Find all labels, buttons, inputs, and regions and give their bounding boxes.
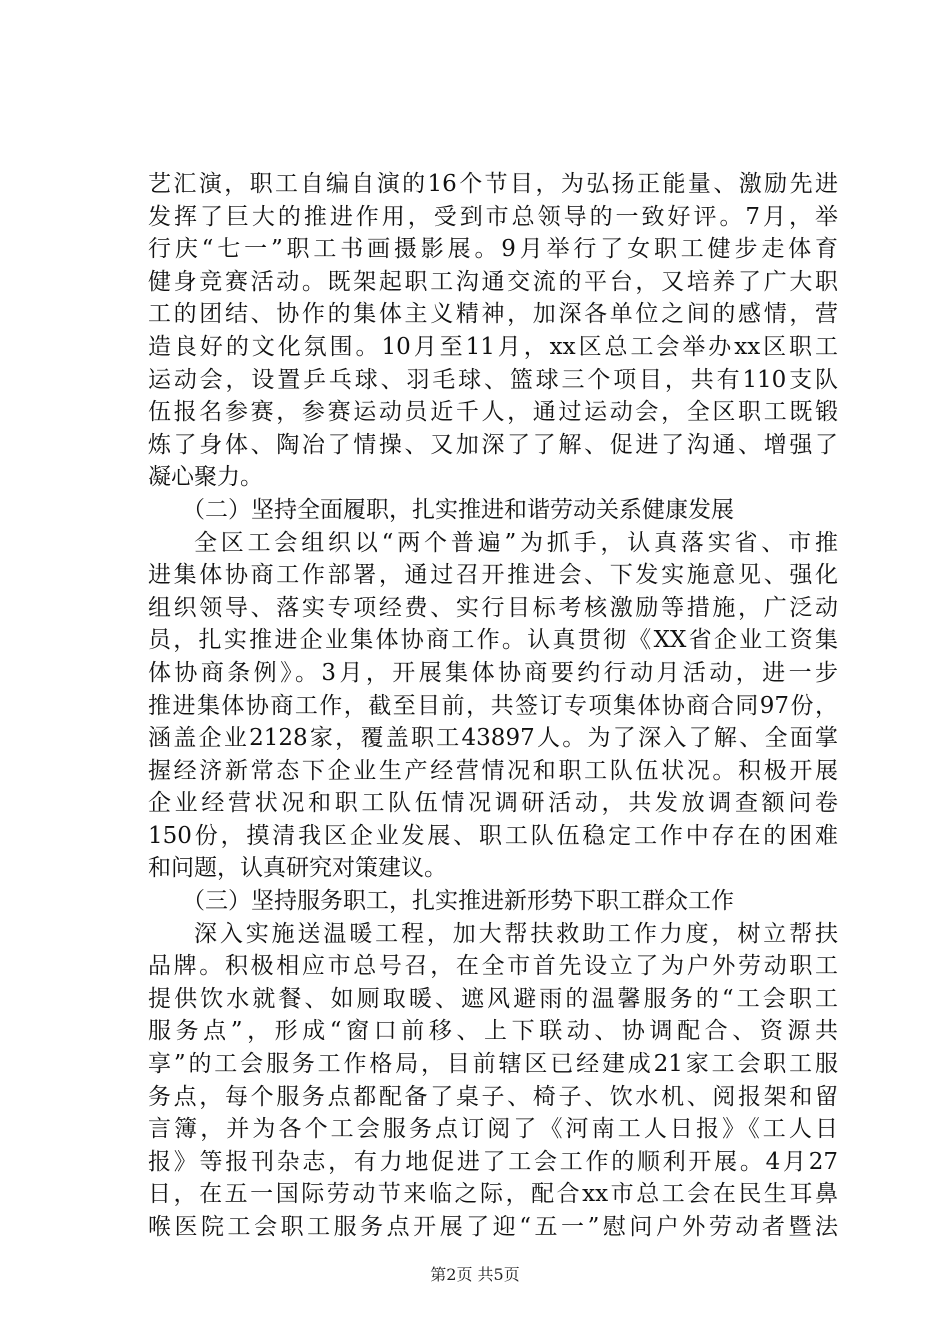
paragraph-line: 服务点”，形成“窗口前移、上下联动、协调配合、资源共: [148, 1018, 838, 1045]
paragraph-line: 和问题，认真研究对策建议。: [148, 855, 447, 882]
paragraph-line: 发挥了巨大的推进作用，受到市总领导的一致好评。7月，举: [148, 203, 838, 230]
paragraph-line: 炼了身体、陶冶了情操、又加深了了解、促进了沟通、增强了: [148, 431, 838, 458]
paragraph-line: 150份，摸清我区企业发展、职工队伍稳定工作中存在的困难: [148, 822, 838, 849]
paragraph-line: 行庆“七一”职工书画摄影展。9月举行了女职工健步走体育: [148, 236, 838, 263]
paragraph-line: 享”的工会服务工作格局，目前辖区已经建成21家工会职工服: [148, 1051, 838, 1078]
paragraph-line: 喉医院工会职工服务点开展了迎“五一”慰问户外劳动者暨法: [148, 1214, 838, 1240]
paragraph-line: 务点，每个服务点都配备了桌子、椅子、饮水机、阅报架和留: [148, 1083, 838, 1110]
paragraph-line: 员，扎实推进企业集体协商工作。认真贯彻《XX省企业工资集: [148, 627, 838, 654]
paragraph-line: 涵盖企业2128家，覆盖职工43897人。为了深入了解、全面掌: [148, 725, 838, 752]
paragraph-line: 组织领导、落实专项经费、实行目标考核激励等措施，广泛动: [148, 594, 838, 621]
paragraph-line: 凝心聚力。: [148, 464, 263, 491]
paragraph-line: 体协商条例》。3月，开展集体协商要约行动月活动，进一步: [148, 659, 838, 686]
paragraph-line: 企业经营状况和职工队伍情况调研活动，共发放调查额问卷: [148, 790, 838, 817]
paragraph-line: 品牌。积极相应市总号召，在全市首先设立了为户外劳动职工: [148, 953, 838, 980]
paragraph-line: 工的团结、协作的集体主义精神，加深各单位之间的感情，营: [148, 301, 838, 328]
paragraph-line: 日，在五一国际劳动节来临之际，配合xx市总工会在民生耳鼻: [148, 1181, 838, 1208]
section-heading: （二）坚持全面履职，扎实推进和谐劳动关系健康发展: [182, 496, 734, 523]
paragraph-line: 伍报名参赛，参赛运动员近千人，通过运动会，全区职工既锻: [148, 399, 838, 426]
paragraph-line: 深入实施送温暖工程，加大帮扶救助工作力度，树立帮扶: [194, 920, 838, 947]
document-body: [148, 168, 838, 1244]
paragraph-line: 推进集体协商工作，截至目前，共签订专项集体协商合同97份，: [148, 692, 838, 719]
paragraph-line: 运动会，设置乒乓球、羽毛球、篮球三个项目，共有110支队: [148, 366, 838, 393]
paragraph-line: 健身竞赛活动。既架起职工沟通交流的平台，又培养了广大职: [148, 268, 838, 295]
section-heading: （三）坚持服务职工，扎实推进新形势下职工群众工作: [182, 888, 734, 915]
paragraph-line: 艺汇演，职工自编自演的16个节目，为弘扬正能量、激励先进: [148, 171, 838, 197]
paragraph-line: 全区工会组织以“两个普遍”为抓手，认真落实省、市推: [194, 529, 838, 556]
paragraph-line: 握经济新常态下企业生产经营情况和职工队伍状况。积极开展: [148, 757, 838, 784]
paragraph-line: 言簿，并为各个工会服务点订阅了《河南工人日报》《工人日: [148, 1116, 838, 1143]
page-number-footer: 第2页 共5页: [430, 1265, 520, 1284]
paragraph-line: 进集体协商工作部署，通过召开推进会、下发实施意见、强化: [148, 562, 838, 589]
paragraph-line: 报》等报刊杂志，有力地促进了工会工作的顺利开展。4月27: [148, 1148, 838, 1175]
paragraph-line: 造良好的文化氛围。10月至11月，xx区总工会举办xx区职工: [148, 333, 838, 360]
paragraph-line: 提供饮水就餐、如厕取暖、遮风避雨的温馨服务的“工会职工: [148, 985, 838, 1012]
